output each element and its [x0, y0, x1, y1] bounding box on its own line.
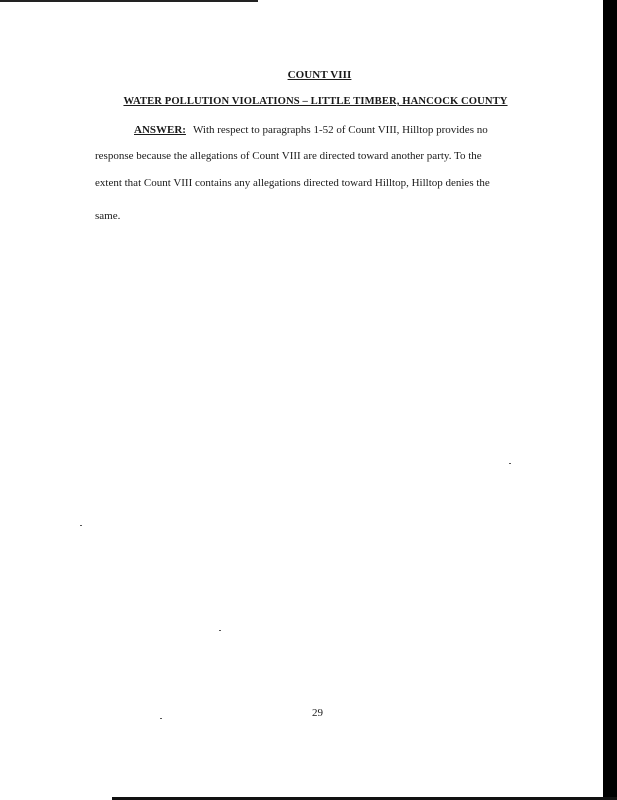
scan-edge-top [0, 0, 258, 2]
answer-label: ANSWER: [134, 124, 186, 136]
answer-line-2: response because the allegations of Count VIII are directed toward another party. To the [95, 150, 482, 162]
scan-speck [160, 718, 162, 719]
scan-speck [219, 630, 221, 631]
scan-speck [509, 463, 511, 464]
count-title: COUNT VIII [287, 69, 352, 81]
answer-text: With respect to paragraphs 1-52 of Count VIII, Hilltop provides no [192, 124, 488, 136]
answer-line-3: extent that Count VIII contains any allegations directed toward Hilltop, Hilltop denies the [95, 177, 490, 189]
answer-line-4: same. [95, 210, 121, 222]
answer-line-1 [134, 124, 488, 136]
count-subtitle: WATER POLLUTION VIOLATIONS – LITTLE TIMBER, HANCOCK COUNTY [123, 96, 508, 107]
page-number: 29 [312, 707, 323, 719]
scan-speck [80, 525, 82, 526]
scan-edge-right [603, 0, 617, 800]
